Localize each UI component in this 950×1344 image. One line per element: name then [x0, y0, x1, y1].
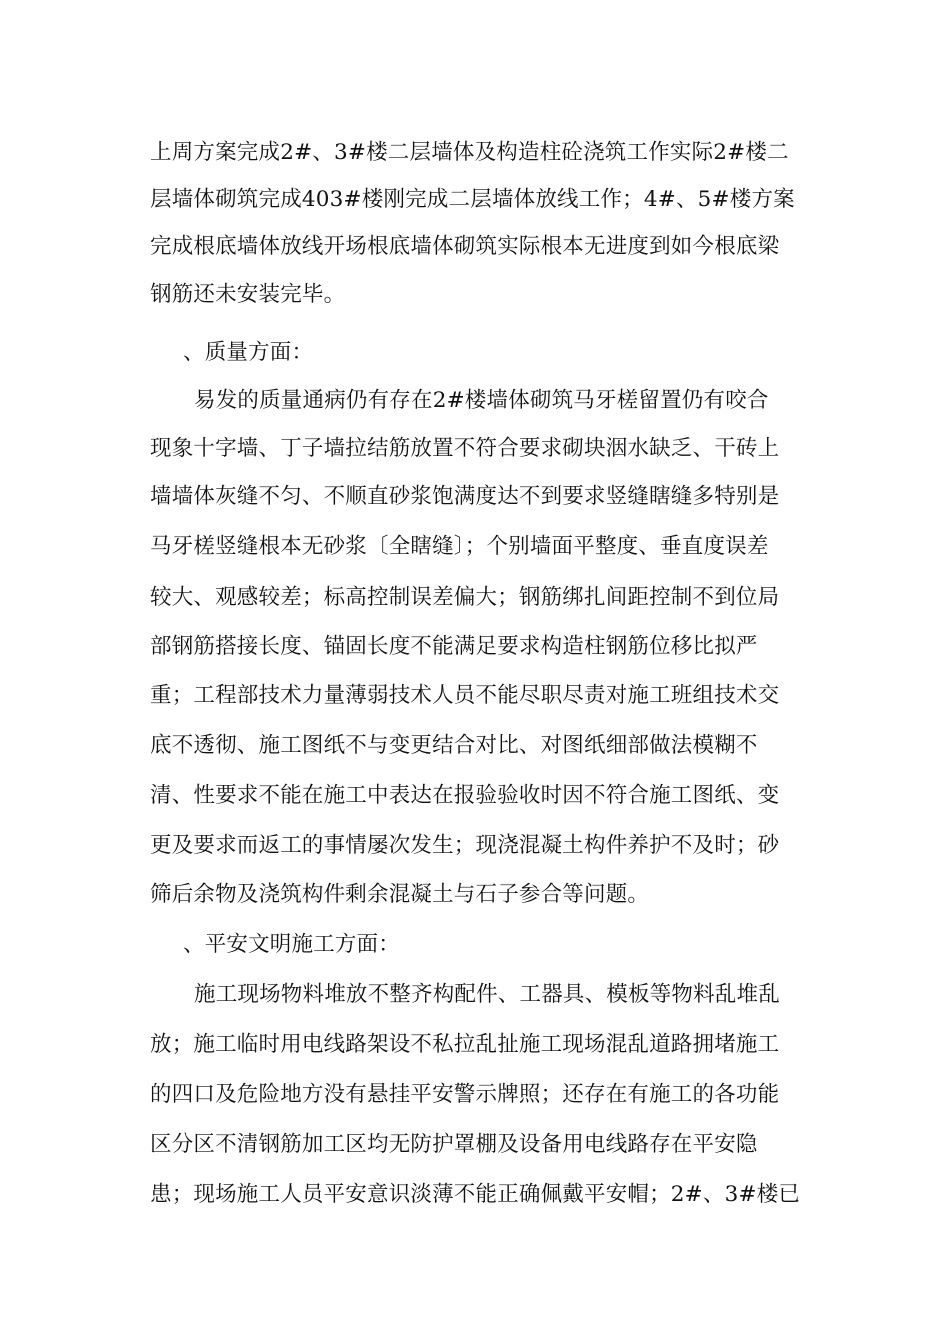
text-line: 较大、观感较差；标高控制误差偏大；钢筋绑扎间距控制不到位局 — [150, 585, 780, 610]
text-line: 现象十字墙、丁子墙拉结筋放置不符合要求砌块洇水缺乏、干砖上 — [150, 436, 780, 461]
text-line: 部钢筋搭接长度、锚固长度不能满足要求构造柱钢筋位移比拟严 — [150, 634, 758, 659]
section-heading: 、平安文明施工方面： — [183, 932, 401, 957]
text-line: 马牙槎竖缝根本无砂浆〔全瞎缝〕；个别墙面平整度、垂直度误差 — [150, 534, 769, 559]
text-line: 的四口及危险地方没有悬挂平安警示牌照；还存在有施工的各功能 — [150, 1082, 780, 1107]
text-line: 区分区不清钢筋加工区均无防护罩棚及设备用电线路存在平安隐 — [150, 1132, 758, 1157]
text-line: 患；现场施工人员平安意识淡薄不能正确佩戴平安帽；2#、3#楼已 — [150, 1182, 801, 1207]
text-line: 放；施工临时用电线路架设不私拉乱扯施工现场混乱道路拥堵施工 — [150, 1032, 780, 1057]
text-line: 墙墙体灰缝不匀、不顺直砂浆饱满度达不到要求竖缝瞎缝多特别是 — [150, 484, 780, 509]
text-line: 清、性要求不能在施工中表达在报验验收时因不符合施工图纸、变 — [150, 783, 780, 808]
text-line: 底不透彻、施工图纸不与变更结合对比、对图纸细部做法模糊不 — [150, 733, 758, 758]
text-line: 更及要求而返工的事情屡次发生；现浇混凝土构件养护不及时；砂 — [150, 833, 780, 858]
text-line: 上周方案完成2#、3#楼二层墙体及构造柱砼浇筑工作实际2#楼二 — [150, 140, 789, 165]
text-line: 层墙体砌筑完成403#楼刚完成二层墙体放线工作；4#、5#楼方案 — [150, 187, 795, 212]
section-heading: 、质量方面： — [183, 340, 314, 365]
text-line: 筛后余物及浇筑构件剩余混凝土与石子参合等问题。 — [150, 882, 650, 907]
text-line: 易发的质量通病仍有存在2#楼墙体砌筑马牙槎留置仍有咬合 — [194, 388, 769, 413]
text-line: 完成根底墙体放线开场根底墙体砌筑实际根本无进度到如今根底梁 — [150, 234, 780, 259]
text-line: 钢筋还未安装完毕。 — [150, 282, 346, 307]
text-line: 重；工程部技术力量薄弱技术人员不能尽职尽责对施工班组技术交 — [150, 683, 780, 708]
text-line: 施工现场物料堆放不整齐构配件、工器具、模板等物料乱堆乱 — [194, 982, 780, 1007]
